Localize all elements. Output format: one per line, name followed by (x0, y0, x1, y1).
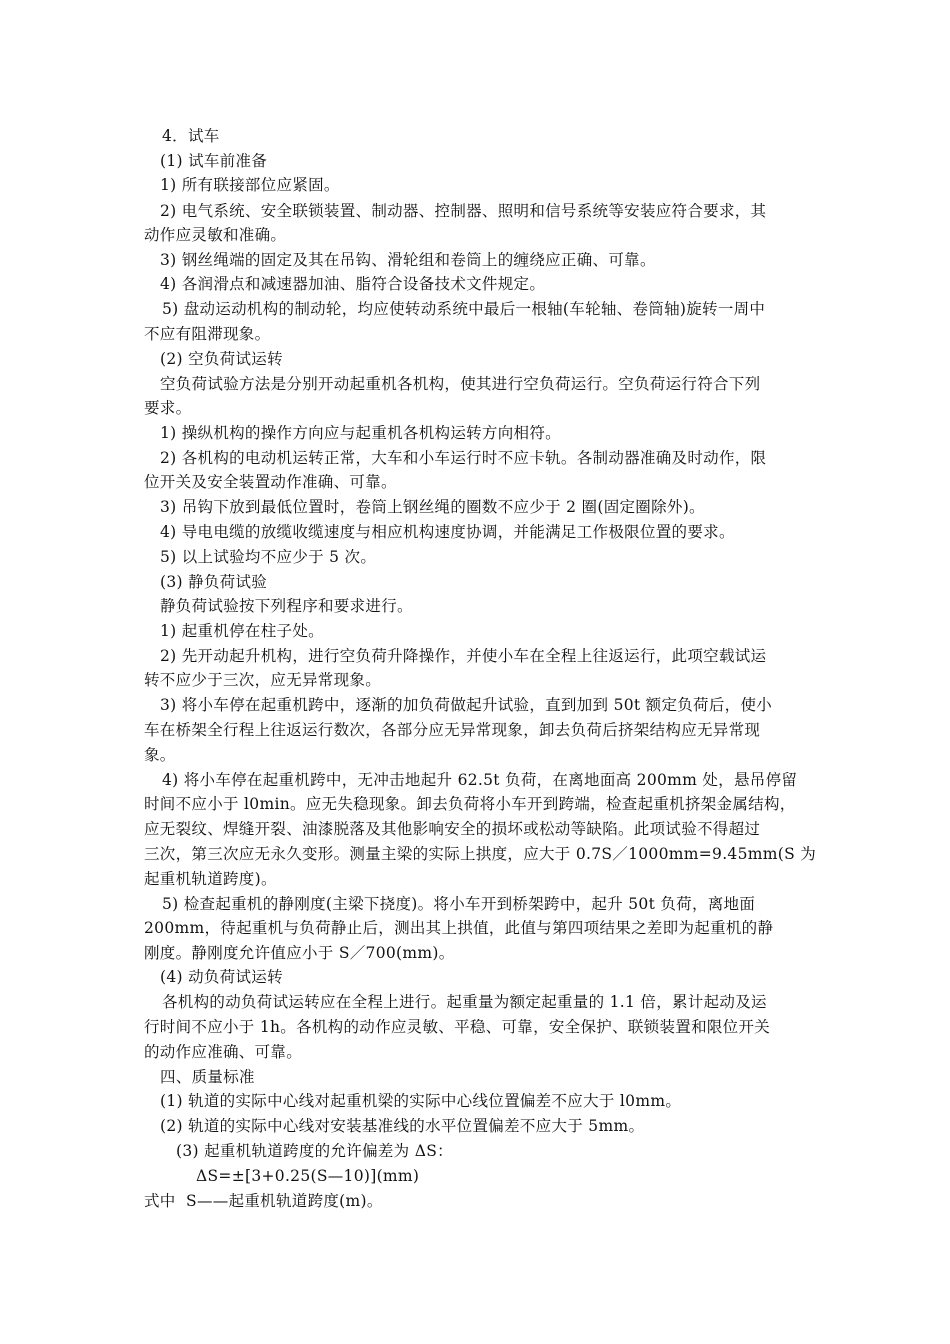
text-line: (1) 轨道的实际中心线对起重机梁的实际中心线位置偏差不应大于 l0mm。 (160, 1092, 682, 1110)
text-line: 2) 电气系统、安全联锁装置、制动器、控制器、照明和信号系统等安装应符合要求，其 (160, 202, 767, 220)
text-line: 200mm，待起重机与负荷静止后，测出其上拱值，此值与第四项结果之差即为起重机的静 (144, 919, 774, 937)
text-line: 1) 起重机停在柱子处。 (160, 622, 324, 640)
text-line: 三次，第三次应无永久变形。测量主梁的实际上拱度，应大于 0.7S／1000mm=9.45mm(S 为 (144, 845, 817, 863)
text-line: (1) 试车前准备 (160, 152, 268, 170)
text-line: 动作应灵敏和准确。 (144, 226, 287, 244)
text-line: 式中 S——起重机轨道跨度(m)。 (144, 1192, 383, 1210)
text-line: 5) 检查起重机的静刚度(主梁下挠度)。将小车开到桥架跨中，起升 50t 负荷，离地面 (162, 895, 756, 913)
text-line: (4) 动负荷试运转 (160, 968, 283, 986)
text-line: 刚度。静刚度允许值应小于 S／700(mm)。 (144, 944, 455, 962)
text-line: 静负荷试验按下列程序和要求进行。 (160, 597, 413, 615)
text-line: 5) 以上试验均不应少于 5 次。 (160, 548, 377, 566)
text-line: 空负荷试验方法是分别开动起重机各机构，使其进行空负荷运行。空负荷运行符合下列 (160, 375, 761, 393)
text-line: (2) 轨道的实际中心线对安装基准线的水平位置偏差不应大于 5mm。 (160, 1117, 645, 1135)
text-line: 不应有阻滞现象。 (144, 325, 271, 343)
text-line: 四、质量标准 (160, 1068, 255, 1086)
text-line: 行时间不应小于 1h。各机构的动作应灵敏、平稳、可靠，安全保护、联锁装置和限位开关 (144, 1018, 771, 1036)
text-line: 车在桥架全行程上往返运行数次，各部分应无异常现象，卸去负荷后挤架结构应无异常现 (144, 721, 761, 739)
text-line: 各机构的动负荷试运转应在全程上进行。起重量为额定起重量的 1.1 倍，累计起动及运 (162, 993, 767, 1011)
text-line: 3) 吊钩下放到最低位置时，卷筒上钢丝绳的圈数不应少于 2 圈(固定圈除外)。 (160, 498, 705, 516)
text-line: 象。 (144, 746, 176, 764)
text-line: (3) 起重机轨道跨度的允许偏差为 ΔS： (176, 1142, 453, 1160)
text-line: (3) 静负荷试验 (160, 573, 268, 591)
text-line: 2) 各机构的电动机运转正常，大车和小车运行时不应卡轨。各制动器准确及时动作，限 (160, 449, 767, 467)
text-line: 4) 将小车停在起重机跨中，无冲击地起升 62.5t 负荷，在离地面高 200mm 处，悬吊停留 (162, 771, 798, 789)
text-line: 转不应少于三次，应无异常现象。 (144, 671, 382, 689)
text-line: 2) 先开动起升机构，进行空负荷升降操作，并使小车在全程上往返运行，此项空载试运 (160, 647, 767, 665)
text-line: 应无裂纹、焊缝开裂、油漆脱落及其他影响安全的损坏或松动等缺陷。此项试验不得超过 (144, 820, 761, 838)
text-line: 4) 各润滑点和减速器加油、脂符合设备技术文件规定。 (160, 275, 546, 293)
text-line: ΔS=±[3+0.25(S—10)](mm) (196, 1167, 420, 1185)
text-line: 1) 操纵机构的操作方向应与起重机各机构运转方向相符。 (160, 424, 561, 442)
text-line: 要求。 (144, 399, 192, 417)
text-line: 3) 钢丝绳端的固定及其在吊钩、滑轮组和卷筒上的缠绕应正确、可靠。 (160, 251, 656, 269)
text-line: (2) 空负荷试运转 (160, 350, 283, 368)
text-line: 4) 导电电缆的放缆收缆速度与相应机构速度协调，并能满足工作极限位置的要求。 (160, 523, 735, 541)
text-line: 5) 盘动运动机构的制动轮，均应使转动系统中最后一根轴(车轮轴、卷筒轴)旋转一周中 (162, 300, 766, 318)
text-line: 的动作应准确、可靠。 (144, 1043, 303, 1061)
text-line: 时间不应小于 l0min。应无失稳现象。卸去负荷将小车开到跨端，检查起重机挤架金属结构， (144, 795, 796, 813)
text-line: 位开关及安全装置动作准确、可靠。 (144, 473, 397, 491)
text-line: 1) 所有联接部位应紧固。 (160, 176, 340, 194)
text-line: 起重机轨道跨度)。 (144, 870, 277, 888)
text-line: 4．试车 (162, 127, 220, 145)
text-line: 3) 将小车停在起重机跨中，逐渐的加负荷做起升试验，直到加到 50t 额定负荷后，使小 (160, 696, 773, 714)
